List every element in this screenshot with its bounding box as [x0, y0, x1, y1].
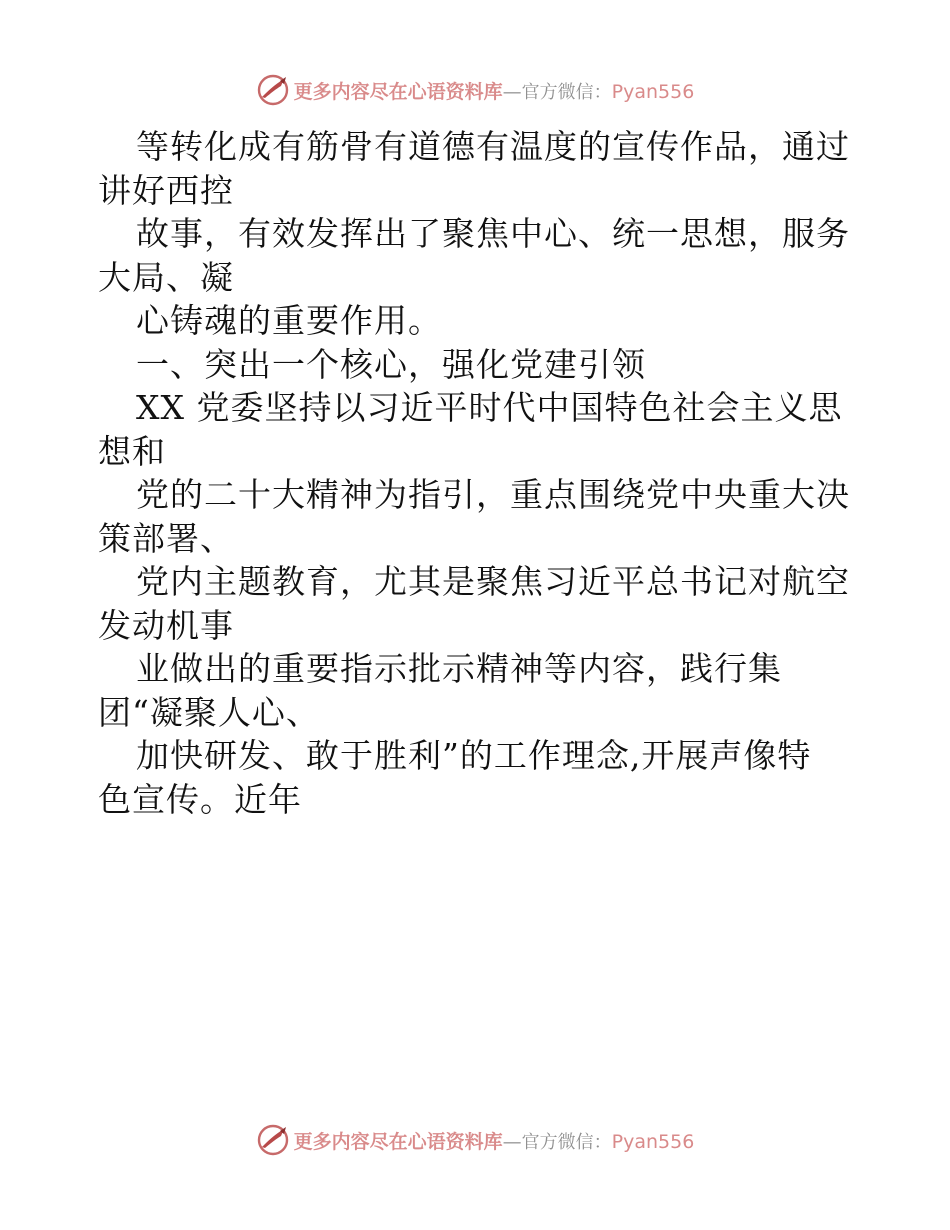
document-body [98, 125, 858, 821]
header-promo [294, 77, 695, 104]
body-line: 策部署、 [98, 518, 234, 558]
body-line: 想和 [98, 431, 166, 471]
footer-banner [0, 1120, 950, 1160]
body-line: 大局、凝 [98, 257, 234, 297]
body-line: 等转化成有筋骨有道德有温度的宣传作品，通过 [136, 127, 850, 166]
header-separator: — [502, 80, 522, 103]
header-banner [0, 70, 950, 110]
footer-separator: — [502, 1130, 522, 1153]
footer-promo-text: 更多内容尽在心语资料库 [293, 1130, 503, 1153]
footer-promo [294, 1127, 695, 1154]
body-line: 色宣传。近年 [98, 779, 302, 819]
body-line: 党的二十大精神为指引，重点围绕党中央重大决 [136, 475, 850, 514]
body-line: 业做出的重要指示批示精神等内容，践行集 [136, 649, 782, 688]
body-line: 团“凝聚人心、 [98, 692, 320, 732]
body-line: 心铸魂的重要作用。 [136, 301, 442, 340]
header-wechat-label: 官方微信： [521, 81, 612, 103]
body-line: 加快研发、敢于胜利”的工作理念,开展声像特 [136, 736, 812, 775]
body-line: XX 党委坚持以习近平时代中国特色社会主义思 [136, 388, 843, 427]
body-line: 讲好西控 [98, 170, 234, 210]
footer-wechat-id: Pyan556 [611, 1130, 695, 1153]
header-wechat-id: Pyan556 [611, 80, 695, 103]
body-line: 发动机事 [98, 605, 234, 645]
body-line: 党内主题教育，尤其是聚焦习近平总书记对航空 [136, 562, 850, 601]
section-heading: 一、突出一个核心，强化党建引领 [136, 344, 646, 384]
pen-logo-icon [256, 1123, 290, 1157]
header-promo-text: 更多内容尽在心语资料库 [293, 80, 503, 103]
body-line: 故事，有效发挥出了聚焦中心、统一思想，服务 [136, 214, 850, 253]
footer-wechat-label: 官方微信： [521, 1131, 612, 1153]
pen-logo-icon [256, 73, 290, 107]
